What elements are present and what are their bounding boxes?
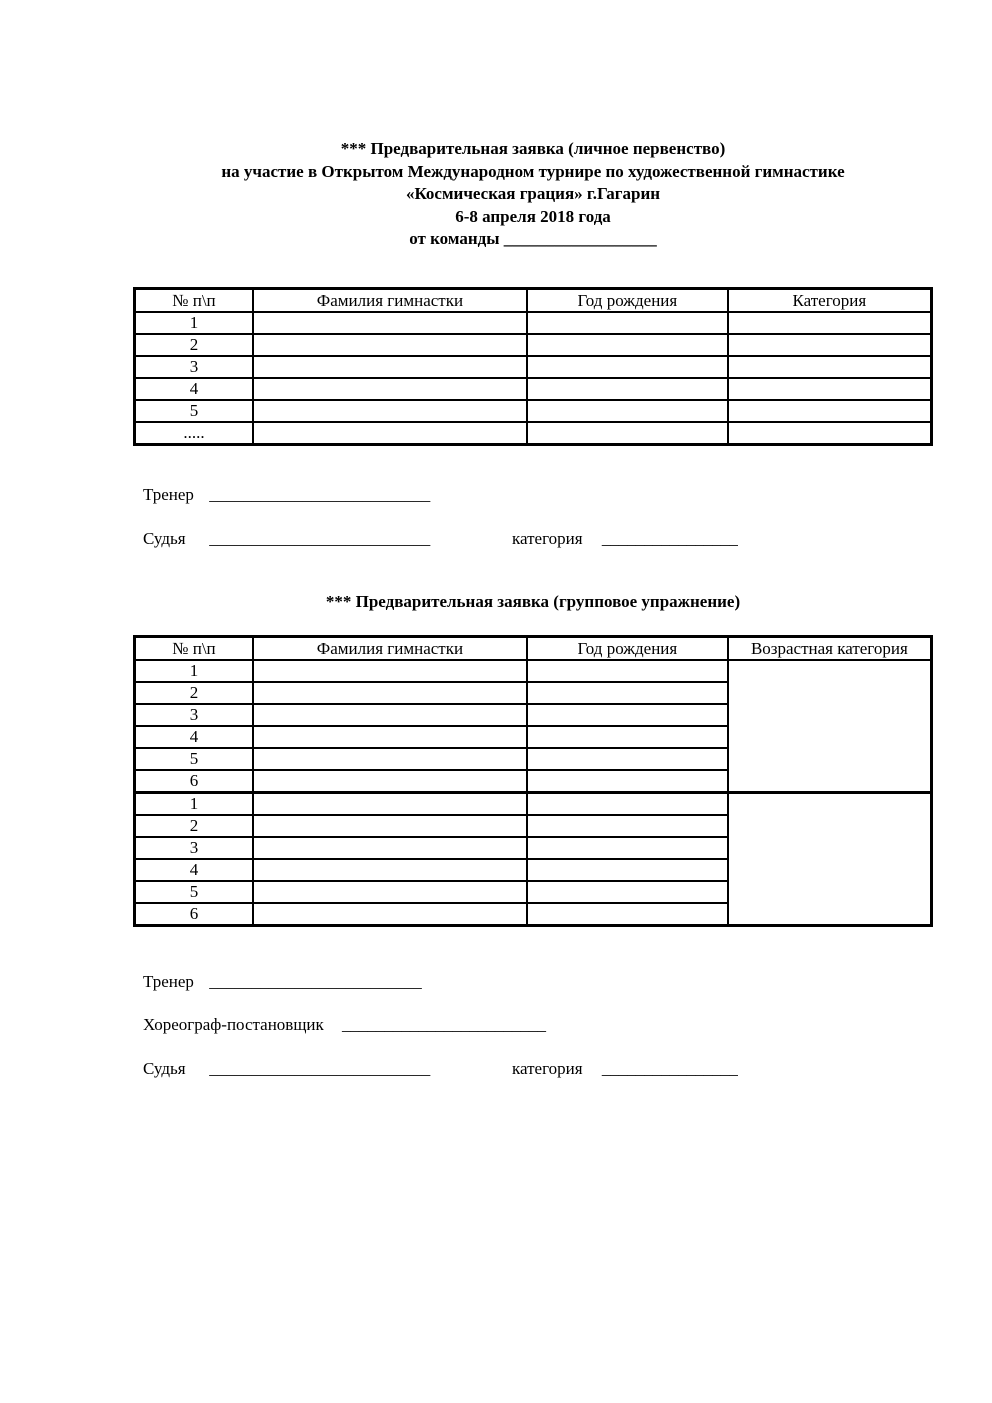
title-line-main: *** Предварительная заявка (личное первенство) bbox=[340, 139, 726, 158]
individual-table-head bbox=[135, 289, 932, 313]
row-number: 2 bbox=[135, 682, 253, 704]
row-number: 3 bbox=[135, 837, 253, 859]
category-label: категория bbox=[512, 1059, 583, 1078]
header-row bbox=[135, 637, 932, 661]
individual-table bbox=[133, 287, 933, 446]
birth-year-cell bbox=[527, 660, 728, 682]
birth-year-cell bbox=[527, 770, 728, 793]
birth-year-cell bbox=[527, 312, 728, 334]
row-number: 1 bbox=[135, 793, 253, 816]
birth-year-cell bbox=[527, 881, 728, 903]
group-table-body-2 bbox=[135, 793, 932, 926]
age-category-merged-cell bbox=[728, 793, 932, 926]
surname-cell bbox=[253, 378, 527, 400]
birth-year-cell bbox=[527, 793, 728, 816]
group-section-title: *** Предварительная заявка (групповое упражнение) bbox=[325, 592, 741, 611]
birth-year-cell bbox=[527, 334, 728, 356]
trainer-blank-line: _________________________ bbox=[209, 972, 422, 991]
table-row bbox=[135, 793, 932, 816]
group-table-body-1 bbox=[135, 660, 932, 793]
row-number: 6 bbox=[135, 770, 253, 793]
category-blank-line: ________________ bbox=[601, 1059, 738, 1078]
birth-year-cell bbox=[527, 704, 728, 726]
col-header-number: № п\п bbox=[135, 637, 253, 661]
title-line-date: 6-8 апреля 2018 года bbox=[455, 206, 611, 226]
header-row bbox=[135, 289, 932, 313]
surname-cell bbox=[253, 704, 527, 726]
row-number: 4 bbox=[135, 859, 253, 881]
table-row bbox=[135, 400, 932, 422]
row-number: ..... bbox=[135, 422, 253, 445]
surname-cell bbox=[253, 356, 527, 378]
row-number: 6 bbox=[135, 903, 253, 926]
col-header-age-category: Возрастная категория bbox=[728, 637, 932, 661]
surname-cell bbox=[253, 815, 527, 837]
birth-year-cell bbox=[527, 422, 728, 445]
birth-year-cell bbox=[527, 726, 728, 748]
col-header-category: Категория bbox=[728, 289, 932, 313]
birth-year-cell bbox=[527, 903, 728, 926]
surname-cell bbox=[253, 334, 527, 356]
individual-table-body bbox=[135, 312, 932, 445]
surname-cell bbox=[253, 881, 527, 903]
trainer-signature-row-2 bbox=[143, 972, 943, 992]
birth-year-cell bbox=[527, 400, 728, 422]
surname-cell bbox=[253, 660, 527, 682]
category-cell bbox=[728, 422, 932, 445]
col-header-birth-year: Год рождения bbox=[527, 637, 728, 661]
birth-year-cell bbox=[527, 378, 728, 400]
judge-blank-line: __________________________ bbox=[209, 529, 431, 548]
row-number: 4 bbox=[135, 726, 253, 748]
category-cell bbox=[728, 378, 932, 400]
choreographer-signature-row bbox=[143, 1015, 943, 1035]
row-number: 2 bbox=[135, 334, 253, 356]
category-cell bbox=[728, 334, 932, 356]
birth-year-cell bbox=[527, 682, 728, 704]
row-number: 5 bbox=[135, 400, 253, 422]
col-header-surname: Фамилия гимнастки bbox=[253, 637, 527, 661]
choreographer-blank-line: ________________________ bbox=[342, 1015, 547, 1034]
col-header-birth-year: Год рождения bbox=[527, 289, 728, 313]
category-cell bbox=[728, 400, 932, 422]
row-number: 3 bbox=[135, 356, 253, 378]
birth-year-cell bbox=[527, 815, 728, 837]
trainer-blank-line: __________________________ bbox=[209, 485, 431, 504]
surname-cell bbox=[253, 770, 527, 793]
col-header-number: № п\п bbox=[135, 289, 253, 313]
col-header-surname: Фамилия гимнастки bbox=[253, 289, 527, 313]
judge-category-group bbox=[512, 529, 738, 549]
surname-cell bbox=[253, 859, 527, 881]
table-row bbox=[135, 334, 932, 356]
table-row bbox=[135, 312, 932, 334]
surname-cell bbox=[253, 748, 527, 770]
category-cell bbox=[728, 356, 932, 378]
table-row bbox=[135, 660, 932, 682]
title-line-tournament: «Космическая грация» г.Гагарин bbox=[405, 184, 661, 203]
surname-cell bbox=[253, 903, 527, 926]
group-table bbox=[133, 635, 933, 927]
row-number: 5 bbox=[135, 881, 253, 903]
team-label: от команды bbox=[409, 229, 500, 248]
birth-year-cell bbox=[527, 859, 728, 881]
birth-year-cell bbox=[527, 748, 728, 770]
judge-signature-row-2 bbox=[143, 1059, 943, 1079]
judge-signature-row bbox=[143, 529, 943, 549]
row-number: 5 bbox=[135, 748, 253, 770]
row-number: 3 bbox=[135, 704, 253, 726]
surname-cell bbox=[253, 682, 527, 704]
category-cell bbox=[728, 312, 932, 334]
surname-cell bbox=[253, 726, 527, 748]
judge-category-group bbox=[512, 1059, 738, 1079]
trainer-label: Тренер bbox=[143, 485, 194, 504]
judge-label: Судья bbox=[143, 1059, 186, 1078]
team-line bbox=[133, 228, 933, 251]
trainer-label: Тренер bbox=[143, 972, 194, 991]
table-row bbox=[135, 378, 932, 400]
row-number: 1 bbox=[135, 660, 253, 682]
category-label: категория bbox=[512, 529, 583, 548]
age-category-merged-cell bbox=[728, 660, 932, 793]
team-blank-line: __________________ bbox=[503, 229, 657, 248]
birth-year-cell bbox=[527, 356, 728, 378]
judge-label: Судья bbox=[143, 529, 186, 548]
surname-cell bbox=[253, 312, 527, 334]
surname-cell bbox=[253, 837, 527, 859]
table-row bbox=[135, 422, 932, 445]
row-number: 1 bbox=[135, 312, 253, 334]
surname-cell bbox=[253, 422, 527, 445]
judge-blank-line: __________________________ bbox=[209, 1059, 431, 1078]
surname-cell bbox=[253, 400, 527, 422]
title-line-event: на участие в Открытом Международном турнире по художественной гимнастике bbox=[221, 161, 845, 181]
document-header bbox=[133, 138, 933, 251]
surname-cell bbox=[253, 793, 527, 816]
choreographer-label: Хореограф-постановщик bbox=[143, 1015, 324, 1034]
trainer-signature-row bbox=[143, 485, 943, 505]
category-blank-line: ________________ bbox=[601, 529, 738, 548]
birth-year-cell bbox=[527, 837, 728, 859]
row-number: 4 bbox=[135, 378, 253, 400]
group-table-head bbox=[135, 637, 932, 661]
row-number: 2 bbox=[135, 815, 253, 837]
table-row bbox=[135, 356, 932, 378]
